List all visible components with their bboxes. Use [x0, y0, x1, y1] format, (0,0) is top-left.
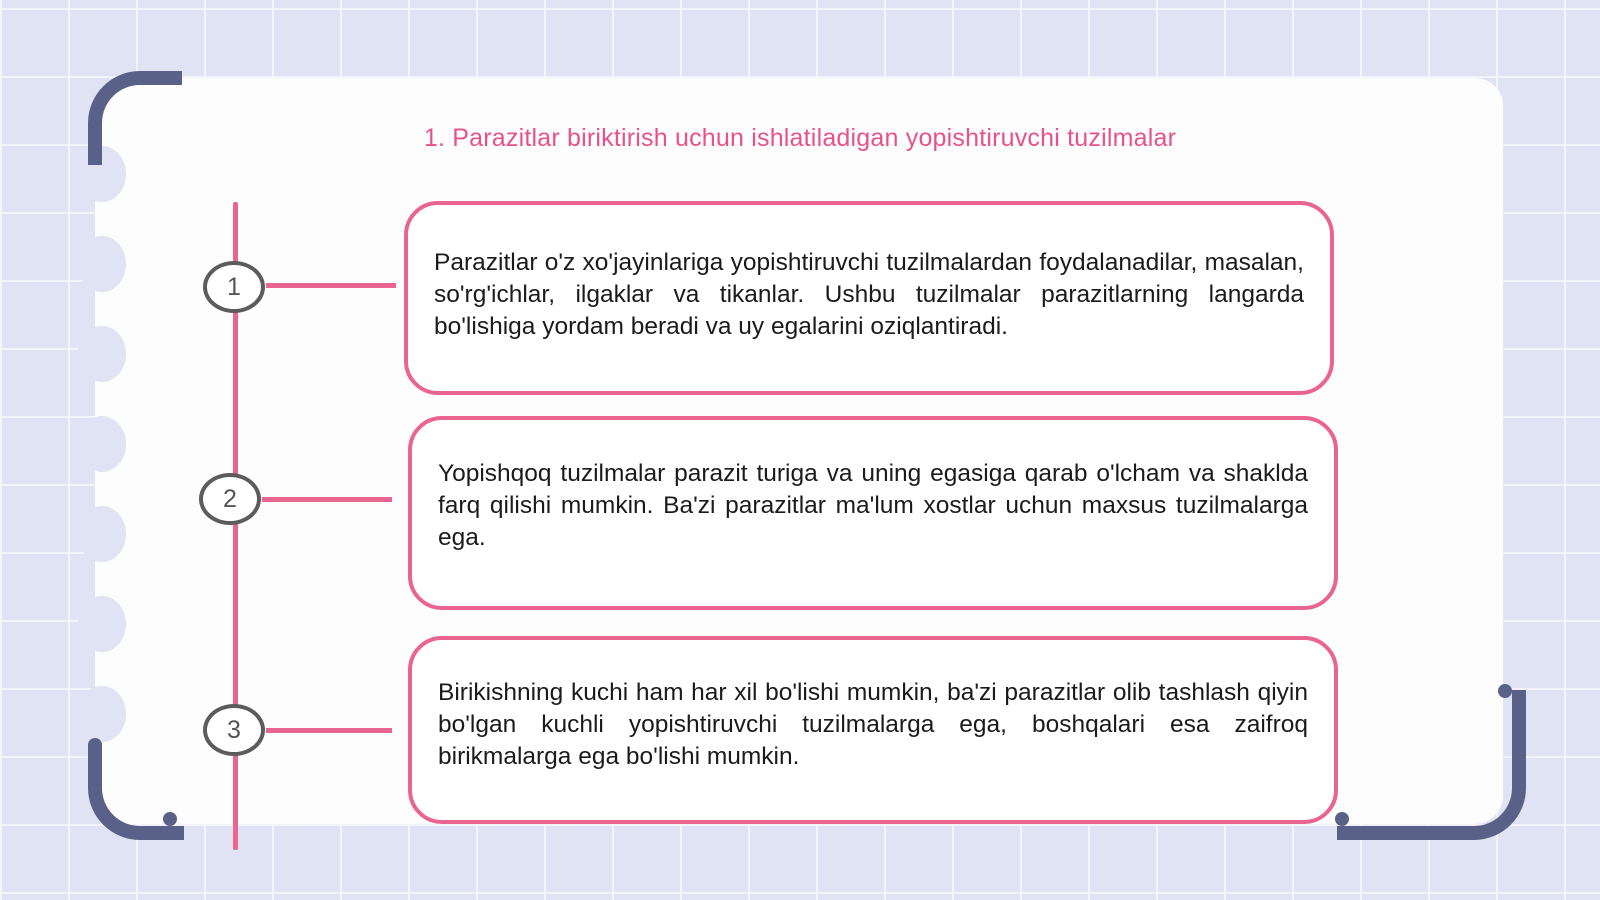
step-number-3: 3 — [203, 704, 265, 756]
page-title: 1. Parazitlar biriktirish uchun ishlatiladigan yopishtiruvchi tuzilmalar — [423, 124, 1177, 152]
step-card-1 — [404, 201, 1334, 395]
step-card-2 — [408, 416, 1338, 610]
paper-notch — [78, 506, 126, 562]
paper-notch — [78, 686, 126, 742]
step-text-2: Yopishqoq tuzilmalar parazit turiga va uning egasiga qarab o'lcham va shaklda farq qilishi mumkin. Ba'zi parazitlar ma'lum xostlar uchun maxsus tuzilmalarga ega. — [438, 460, 1308, 551]
paper-notch — [78, 596, 126, 652]
connector-line — [266, 728, 392, 733]
connector-line — [262, 497, 392, 502]
corner-bracket-top-left — [88, 71, 182, 165]
bracket-end-cap — [163, 812, 177, 826]
connector-line — [266, 283, 396, 288]
step-text-3: Birikishning kuchi ham har xil bo'lishi mumkin, ba'zi parazitlar olib tashlash qiyin bo'lgan kuchli yopishtiruvchi tuzilmalarga ega, boshqalari esa zaifroq birikmalarga ega bo'lishi mumkin. — [438, 679, 1308, 770]
paper-notch — [78, 326, 126, 382]
paper-notch — [78, 416, 126, 472]
bracket-end-cap — [88, 738, 102, 752]
step-number-2: 2 — [199, 473, 261, 525]
step-number-1: 1 — [203, 261, 265, 313]
bracket-end-cap — [88, 139, 102, 153]
bracket-end-cap — [134, 71, 148, 85]
step-card-3 — [408, 636, 1338, 824]
step-text-1: Parazitlar o'z xo'jayinlariga yopishtiruvchi tuzilmalardan foydalanadilar, masalan, so'rg'ichlar, ilgaklar va tikanlar. Ushbu tuzilmalar parazitlarning langarda bo'lishiga yordam beradi va uy egalarini oziqlantiradi. — [434, 249, 1304, 340]
paper-notch — [78, 236, 126, 292]
bracket-end-cap — [1498, 684, 1512, 698]
corner-bracket-bottom-right — [1337, 690, 1526, 840]
bracket-end-cap — [1335, 812, 1349, 826]
